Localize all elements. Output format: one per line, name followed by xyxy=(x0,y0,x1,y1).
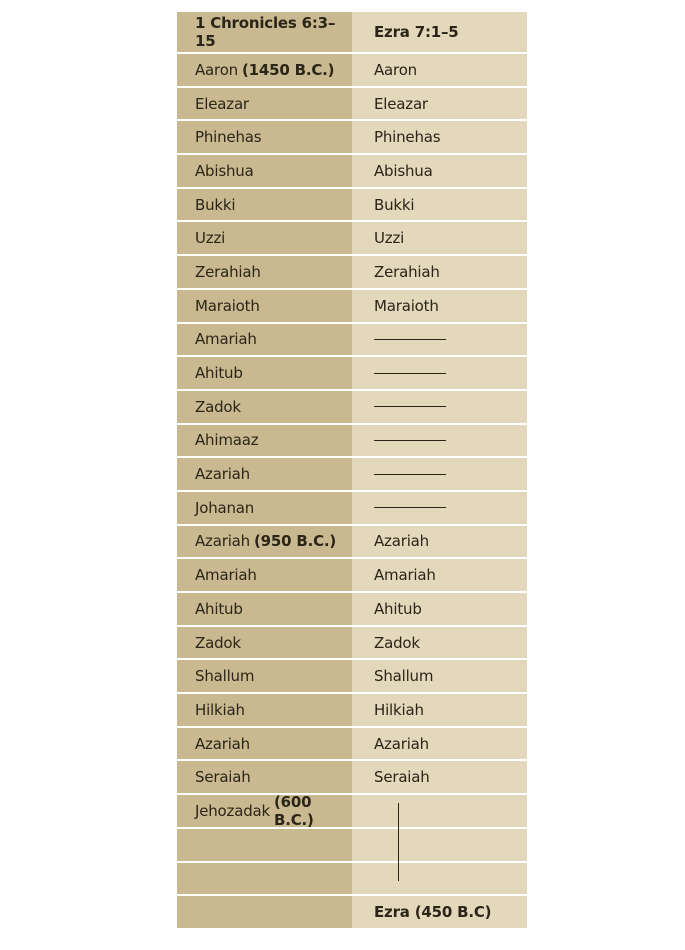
ezra-name: Aaron xyxy=(374,60,417,79)
chronicles-cell xyxy=(177,425,352,457)
genealogy-table xyxy=(177,12,527,928)
ezra-name: Hilkiah xyxy=(374,700,424,719)
ezra-cell xyxy=(352,88,527,120)
chronicles-date: (600 B.C.) xyxy=(274,792,314,829)
ezra-cell xyxy=(352,324,527,356)
chronicles-cell xyxy=(177,324,352,356)
chronicles-name: Abishua xyxy=(195,161,254,180)
omitted-generation-dash xyxy=(374,440,446,441)
table-row xyxy=(177,726,527,760)
table-row xyxy=(177,692,527,726)
ezra-cell xyxy=(352,391,527,423)
chronicles-cell xyxy=(177,357,352,389)
ezra-cell xyxy=(352,660,527,692)
chronicles-cell xyxy=(177,660,352,692)
chronicles-name: Ahitub xyxy=(195,364,243,383)
chronicles-cell xyxy=(177,121,352,153)
ezra-cell xyxy=(352,189,527,221)
ezra-cell xyxy=(352,357,527,389)
table-row xyxy=(177,187,527,221)
ezra-cell xyxy=(352,155,527,187)
ezra-cell xyxy=(352,896,527,928)
chronicles-name: Zerahiah xyxy=(195,262,261,281)
chronicles-cell xyxy=(177,761,352,793)
chronicles-cell xyxy=(177,189,352,221)
ezra-cell xyxy=(352,795,527,827)
continuation-vertical-line xyxy=(398,803,399,881)
chronicles-cell xyxy=(177,458,352,490)
ezra-cell xyxy=(352,728,527,760)
ezra-cell xyxy=(352,222,527,254)
table-row xyxy=(177,827,527,861)
header-col-1-chronicles: 1 Chronicles 6:3–15 xyxy=(177,12,352,52)
chronicles-name: Shallum xyxy=(195,667,255,686)
omitted-generation-dash xyxy=(374,507,446,508)
table-row xyxy=(177,86,527,120)
omitted-generation-dash xyxy=(374,339,446,340)
chronicles-name: Phinehas xyxy=(195,128,262,147)
chronicles-cell xyxy=(177,896,352,928)
table-row xyxy=(177,322,527,356)
table-row xyxy=(177,557,527,591)
chronicles-cell xyxy=(177,792,352,829)
chronicles-name: Zadok xyxy=(195,633,241,652)
ezra-name: Abishua xyxy=(374,161,433,180)
ezra-name: Uzzi xyxy=(374,229,405,248)
table-row xyxy=(177,759,527,793)
chronicles-cell xyxy=(177,155,352,187)
chronicles-cell xyxy=(177,88,352,120)
ezra-cell xyxy=(352,492,527,524)
chronicles-cell xyxy=(177,290,352,322)
chronicles-date: (1450 B.C.) xyxy=(241,60,335,79)
ezra-cell xyxy=(352,694,527,726)
chronicles-cell xyxy=(177,593,352,625)
chronicles-cell xyxy=(177,559,352,591)
ezra-cell xyxy=(352,863,527,895)
ezra-cell xyxy=(352,256,527,288)
chronicles-name: Ahitub xyxy=(195,599,243,618)
chronicles-name: Uzzi xyxy=(195,229,226,248)
table-row xyxy=(177,456,527,490)
chronicles-cell xyxy=(177,627,352,659)
chronicles-name: Eleazar xyxy=(195,94,249,113)
ezra-cell xyxy=(352,761,527,793)
ezra-date: Ezra (450 B.C) xyxy=(374,903,492,922)
ezra-name: Azariah xyxy=(374,532,429,551)
chronicles-cell xyxy=(177,728,352,760)
ezra-name: Ahitub xyxy=(374,599,422,618)
chronicles-cell xyxy=(177,222,352,254)
ezra-cell xyxy=(352,627,527,659)
ezra-name: Azariah xyxy=(374,734,429,753)
ezra-name: Zadok xyxy=(374,633,420,652)
ezra-cell xyxy=(352,425,527,457)
chronicles-name: Azariah xyxy=(195,734,250,753)
chronicles-name: Azariah xyxy=(195,465,250,484)
table-row xyxy=(177,423,527,457)
ezra-cell xyxy=(352,54,527,86)
table-row xyxy=(177,591,527,625)
chronicles-cell xyxy=(177,694,352,726)
table-header-row xyxy=(177,12,527,52)
ezra-name: Amariah xyxy=(374,566,436,585)
ezra-name: Maraioth xyxy=(374,296,439,315)
ezra-cell xyxy=(352,593,527,625)
ezra-name: Zerahiah xyxy=(374,262,440,281)
chronicles-cell xyxy=(177,54,352,86)
ezra-cell xyxy=(352,559,527,591)
table-row xyxy=(177,52,527,86)
ezra-name: Seraiah xyxy=(374,768,430,787)
table-row xyxy=(177,119,527,153)
table-row xyxy=(177,355,527,389)
chronicles-name: Bukki xyxy=(195,195,236,214)
omitted-generation-dash xyxy=(374,406,446,407)
table-row xyxy=(177,389,527,423)
table-row xyxy=(177,254,527,288)
ezra-cell xyxy=(352,526,527,558)
ezra-cell xyxy=(352,458,527,490)
table-row xyxy=(177,288,527,322)
table-row xyxy=(177,220,527,254)
table-row xyxy=(177,793,527,827)
header-col-ezra: Ezra 7:1–5 xyxy=(352,12,527,52)
chronicles-name: Amariah xyxy=(195,330,257,349)
table-row xyxy=(177,861,527,895)
omitted-generation-dash xyxy=(374,373,446,374)
chronicles-cell xyxy=(177,863,352,895)
ezra-name: Eleazar xyxy=(374,94,428,113)
chronicles-name: Seraiah xyxy=(195,768,251,787)
chronicles-name: Azariah xyxy=(195,532,250,551)
chronicles-name: Maraioth xyxy=(195,296,260,315)
chronicles-name: Zadok xyxy=(195,397,241,416)
ezra-name: Shallum xyxy=(374,667,434,686)
chronicles-date: (950 B.C.) xyxy=(253,532,337,551)
ezra-name: Phinehas xyxy=(374,128,441,147)
chronicles-name: Ahimaaz xyxy=(195,431,259,450)
table-row xyxy=(177,658,527,692)
omitted-generation-dash xyxy=(374,474,446,475)
ezra-name: Bukki xyxy=(374,195,415,214)
chronicles-cell xyxy=(177,391,352,423)
table-row xyxy=(177,894,527,928)
chronicles-cell xyxy=(177,829,352,861)
ezra-cell xyxy=(352,829,527,861)
table-row xyxy=(177,625,527,659)
table-row xyxy=(177,153,527,187)
chronicles-cell xyxy=(177,492,352,524)
ezra-cell xyxy=(352,290,527,322)
chronicles-name: Amariah xyxy=(195,566,257,585)
table-row xyxy=(177,524,527,558)
chronicles-name: Aaron xyxy=(195,60,238,79)
ezra-cell xyxy=(352,121,527,153)
chronicles-cell xyxy=(177,526,352,558)
chronicles-name: Hilkiah xyxy=(195,700,245,719)
chronicles-name: Johanan xyxy=(195,498,255,517)
table-row xyxy=(177,490,527,524)
chronicles-cell xyxy=(177,256,352,288)
chronicles-name: Jehozadak xyxy=(195,801,271,820)
